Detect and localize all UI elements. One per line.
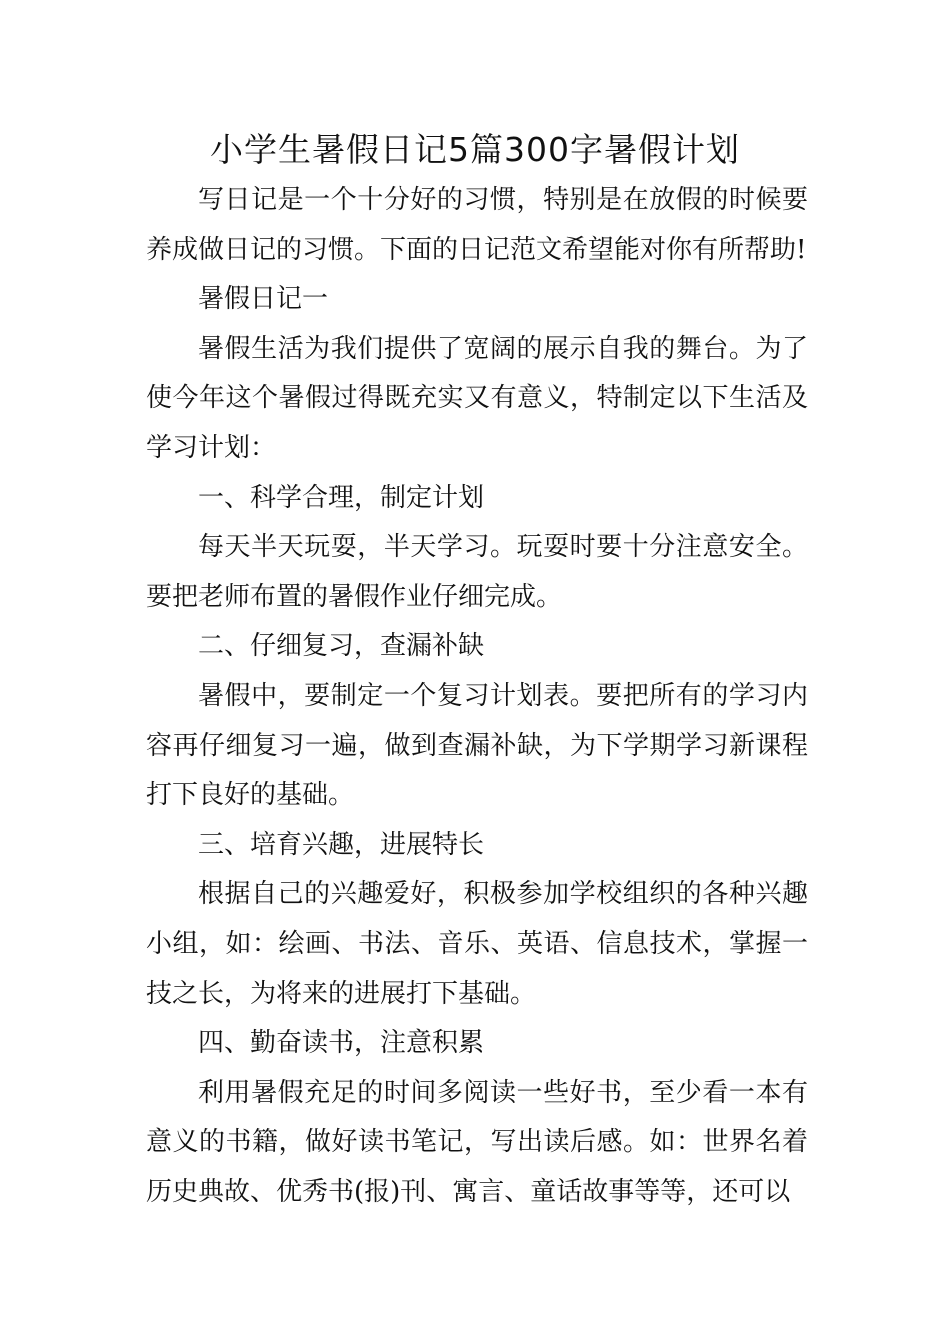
body-paragraph: 利用暑假充足的时间多阅读一些好书，至少看一本有意义的书籍，做好读书笔记，写出读后感。如：世界名着历史典故、优秀书(报)刊、寓言、童话故事等等，还可以 bbox=[146, 1077, 808, 1207]
section-heading-interest: 三、培育兴趣，进展特长 bbox=[198, 829, 485, 860]
document-title: 小学生暑假日记5篇300字暑假计划 bbox=[210, 130, 740, 169]
body-paragraph: 每天半天玩耍，半天学习。玩耍时要十分注意安全。要把老师布置的暑假作业仔细完成。 bbox=[146, 532, 808, 612]
body-paragraph: 根据自己的兴趣爱好，积极参加学校组织的各种兴趣小组，如：绘画、书法、音乐、英语、信息技术，掌握一技之长，为将来的进展打下基础。 bbox=[146, 879, 808, 1009]
intro-paragraph: 写日记是一个十分好的习惯，特别是在放假的时候要养成做日记的习惯。下面的日记范文希望能对你有所帮助! bbox=[146, 185, 808, 265]
document-body bbox=[146, 176, 808, 1217]
section-heading-review: 二、仔细复习，查漏补缺 bbox=[198, 631, 485, 662]
section-heading-plan: 一、科学合理，制定计划 bbox=[198, 482, 485, 513]
body-paragraph: 暑假中，要制定一个复习计划表。要把所有的学习内容再仔细复习一遍，做到查漏补缺，为下学期学习新课程打下良好的基础。 bbox=[146, 680, 808, 811]
body-paragraph: 暑假生活为我们提供了宽阔的展示自我的舞台。为了使今年这个暑假过得既充实又有意义，特制定以下生活及学习计划： bbox=[146, 333, 808, 463]
section-heading-diary-one: 暑假日记一 bbox=[198, 284, 329, 315]
section-heading-reading: 四、勤奋读书，注意积累 bbox=[198, 1028, 485, 1059]
